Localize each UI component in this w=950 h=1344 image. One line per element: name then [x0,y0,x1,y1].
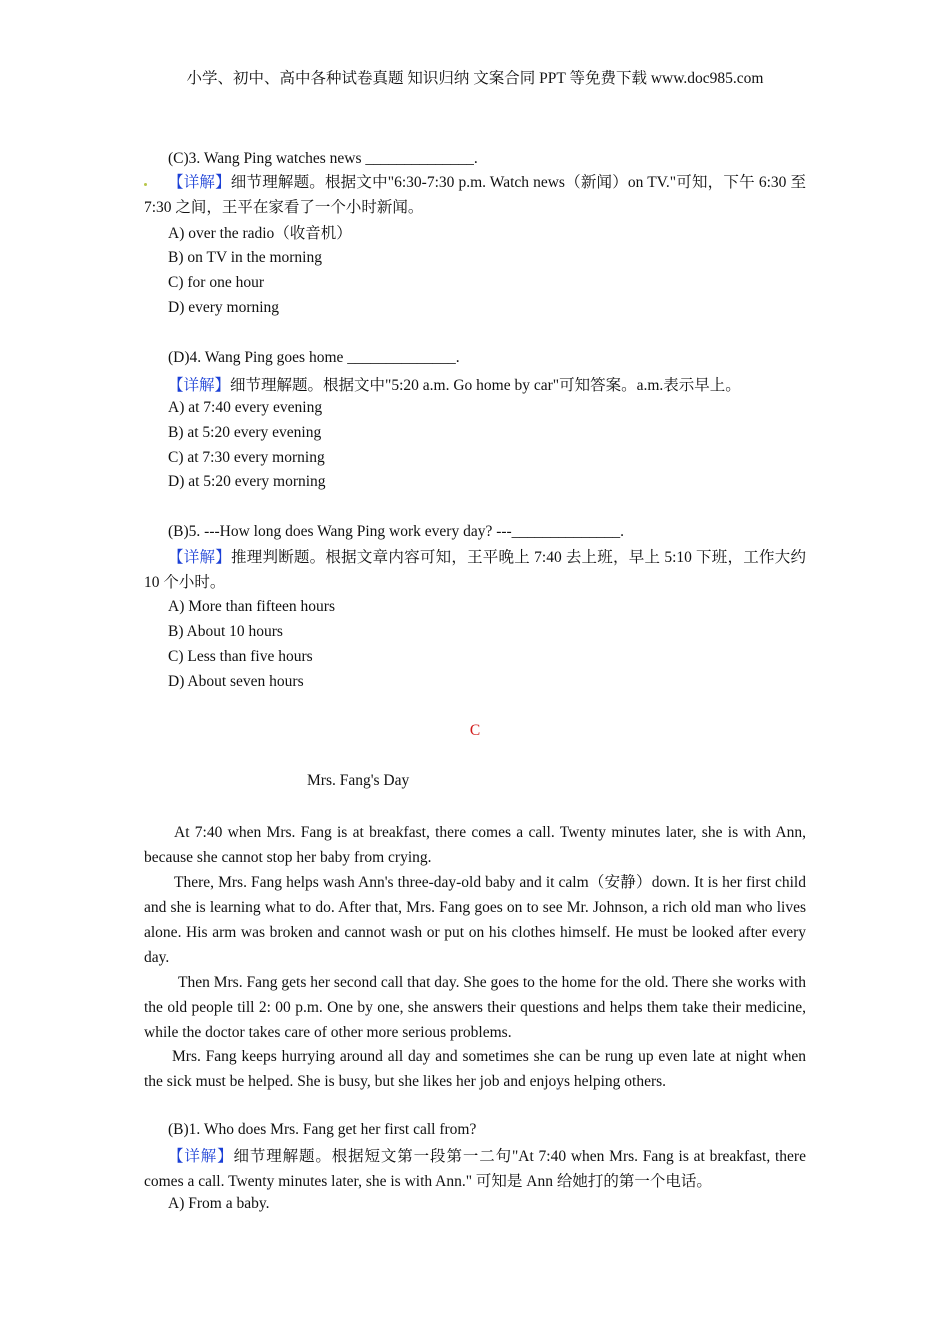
explain-text: 细节理解题。根据文中"5:20 a.m. Go home by car"可知答案。a.m.表示早上。 [230,377,741,394]
question-4-option-a: A) at 7:40 every evening [168,399,323,416]
question-5-option-d: D) About seven hours [168,673,304,690]
passage-paragraph-1: At 7:40 when Mrs. Fang is at breakfast, there comes a call. Twenty minutes later, she is with Ann, because she cannot stop her baby from crying. [144,824,806,866]
c-question-1-option-a: A) From a baby. [168,1195,270,1212]
question-5-stem: (B)5. ---How long does Wang Ping work every day? ---______________. [168,523,625,540]
question-3-stem: (C)3. Wang Ping watches news ______________. [168,150,478,167]
question-3-option-c: C) for one hour [168,274,264,291]
question-3-explanation [144,170,806,220]
question-4-option-b: B) at 5:20 every evening [168,424,322,441]
explain-tag: 【详解】 [168,1148,234,1165]
explain-text: 推理判断题。根据文章内容可知，王平晚上 7:40 去上班，早上 5:10 下班，工作大约 10 个小时。 [144,549,806,591]
explain-tag: 【详解】 [168,549,231,566]
question-4-option-d: D) at 5:20 every morning [168,473,326,490]
question-5-explanation [144,545,806,595]
passage-paragraph-3: Then Mrs. Fang gets her second call that day. She goes to the home for the old. There she works with the old people till 2: 00 p.m. One by one, she answers their questions and helps them take their medicine, while the doctor takes care of other more serious problems. [144,974,806,1041]
page-header: 小学、初中、高中各种试卷真题 知识归纳 文案合同 PPT 等免费下载 www.doc985.com [186,70,764,87]
question-3-option-d: D) every morning [168,299,280,316]
passage-paragraph-4: Mrs. Fang keeps hurrying around all day and sometimes she can be rung up even late at night when the sick must be helped. She is busy, but she likes her job and enjoys helping others. [144,1048,806,1090]
explain-text: 细节理解题。根据短文第一段第一二句"At 7:40 when Mrs. Fang is at breakfast, there comes a call. Twenty minutes later, she is with Ann." 可知是 Ann 给她打的第一个电话。 [144,1148,806,1190]
c-question-1-explanation [144,1144,806,1194]
section-letter: C [469,722,481,739]
explain-tag: 【详解】 [168,174,231,191]
question-5-option-a: A) More than fifteen hours [168,598,336,615]
passage-paragraph-2: There, Mrs. Fang helps wash Ann's three-day-old baby and it calm（安静）down. It is her first child and she is learning what to do. After that, Mrs. Fang goes on to see Mr. Johnson, a rich old man who lives alone. His arm was broken and cannot wash or put on his clothes himself. He must be looked after every day. [144,874,806,966]
passage-title: Mrs. Fang's Day [307,772,410,789]
question-5-option-c: C) Less than five hours [168,648,313,665]
question-4-explanation [168,373,741,395]
c-question-1-stem: (B)1. Who does Mrs. Fang get her first call from? [168,1121,477,1138]
question-4-option-c: C) at 7:30 every morning [168,449,325,466]
explain-text: 细节理解题。根据文中"6:30-7:30 p.m. Watch news（新闻）on TV."可知，下午 6:30 至 7:30 之间，王平在家看了一个小时新闻。 [144,174,806,216]
question-3-option-a: A) over the radio（收音机） [168,225,352,242]
explain-tag: 【详解】 [168,377,231,394]
question-3-option-b: B) on TV in the morning [168,249,322,266]
question-5-option-b: B) About 10 hours [168,623,283,640]
question-4-stem: (D)4. Wang Ping goes home ______________. [168,349,460,366]
